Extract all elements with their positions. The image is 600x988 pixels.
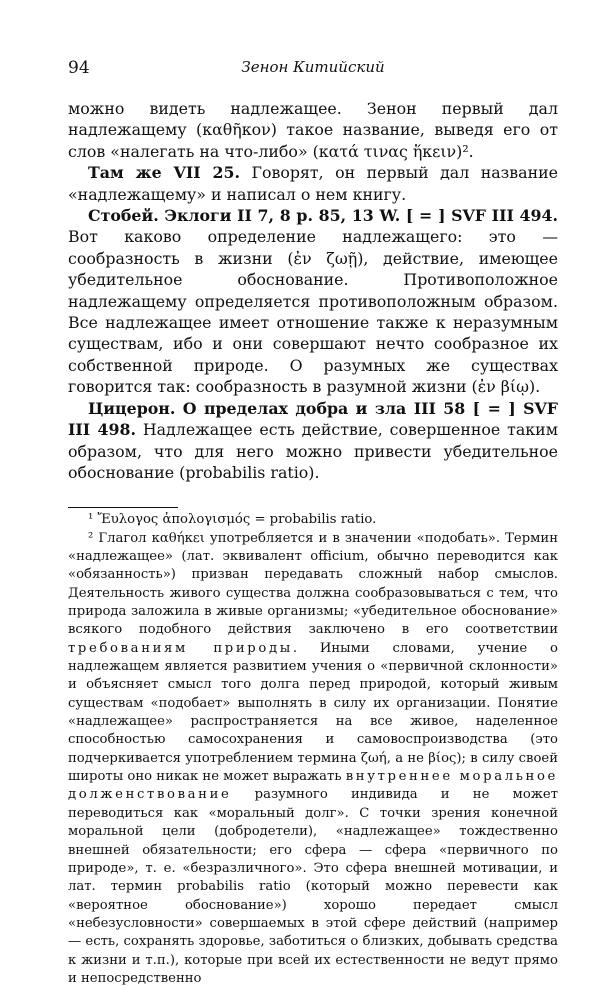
page-header — [68, 58, 558, 84]
footnote-1 — [68, 511, 558, 529]
paragraph-cicero — [68, 398, 558, 484]
footnote-divider — [68, 507, 178, 508]
source-citation: Там же VII 25. — [88, 163, 241, 183]
paragraph-diogenes — [68, 162, 558, 205]
paragraph-stobaeus — [68, 205, 558, 398]
book-page — [68, 58, 558, 988]
footnote-text: ¹ Ἔυλογος ἀπολογισμός = probabilis ratio. — [88, 512, 377, 528]
paragraph-text: Надлежащее есть действие, совершенное таким образом, что для него можно привести убедительное обоснование (probabilis ratio). — [68, 420, 558, 482]
footnote-text: ² Глагол καθήκει употребляется и в значении «подобать». Термин «надлежащее» (лат. эквивалент officium, обычно переводится как «обязанность») призван передавать сложный набор смыслов. Деятельность живого существа должна сообразовываться с тем, что природа заложила в живые организмы; «убедительное обоснование» всякого подобного действия заключено в его соответствии — [68, 530, 558, 638]
footnotes — [68, 511, 558, 988]
paragraph-continued — [68, 98, 558, 162]
footnote-text: разумного индивида и не может переводиться как «моральный долг». С точки зрения конечной моральной цели (добродетели), «надлежащее» тождественно внешней обязательности; его сфера — сфера «первичного по природе», т. е. «безразличного». Это сфера внешней мотивации, и лат. термин probabilis ratio (который можно перевести как «вероятное обоснование») хорошо передает смысл «небезусловности» совершаемых в этой сфере действий (например — есть, сохранять здоровье, заботиться о близких, добывать средства к жизни и т.п.), которые при всей их естественности не ведут прямо и непосредственно — [68, 787, 558, 986]
running-title: Зенон Китийский — [241, 58, 385, 76]
paragraph-text: Вот каково определение надлежащего: это — сообразность в жизни (ἐν ζωῇ), действие, имеющее убедительное обоснование. Противоположное надлежащему определяется противоположным образом. Все надлежащее имеет отношение также к неразумным существам, ибо и они совершают нечто сообразное их собственной природе. О разумных же существах говорится так: сообразность в разумной жизни (ἐν βίῳ). — [68, 227, 558, 397]
footnote-2 — [68, 530, 558, 988]
source-citation: Цицерон. О пределах добра и зла III 58 [ = ] SVF III 498. — [68, 398, 558, 440]
page-number: 94 — [68, 58, 90, 78]
paragraph-text: Говорят, он первый дал название «надлежащему» и написал о нем книгу. — [68, 163, 558, 204]
main-text — [68, 98, 558, 483]
paragraph-text: можно видеть надлежащее. Зенон первый дал надлежащему (καθῆκον) такое название, выведя его от слов «налегать на что-либо» (κατά τινας ἥκειν)². — [68, 99, 558, 161]
spaced-emphasis: требованиям природы — [68, 640, 293, 656]
source-citation: Стобей. Эклоги II 7, 8 p. 85, 13 W. [ = ] SVF III 494. — [88, 206, 558, 226]
footnote-text: . Иными словами, учение о надлежащем является развитием учения о «первичной склонности» и объясняет смысл того долга перед природой, который живым существам «подобает» выполнять в силу их организации. Понятие «надлежащее» распространяется на все живое, наделенное способностью самосохранения и самовоспроизводства (это подчеркивается употреблением термина ζωή, а не βίος); в силу своей широты оно никак не может выражать — [68, 640, 558, 785]
spaced-emphasis: внутреннее моральное долженствование — [68, 769, 558, 803]
